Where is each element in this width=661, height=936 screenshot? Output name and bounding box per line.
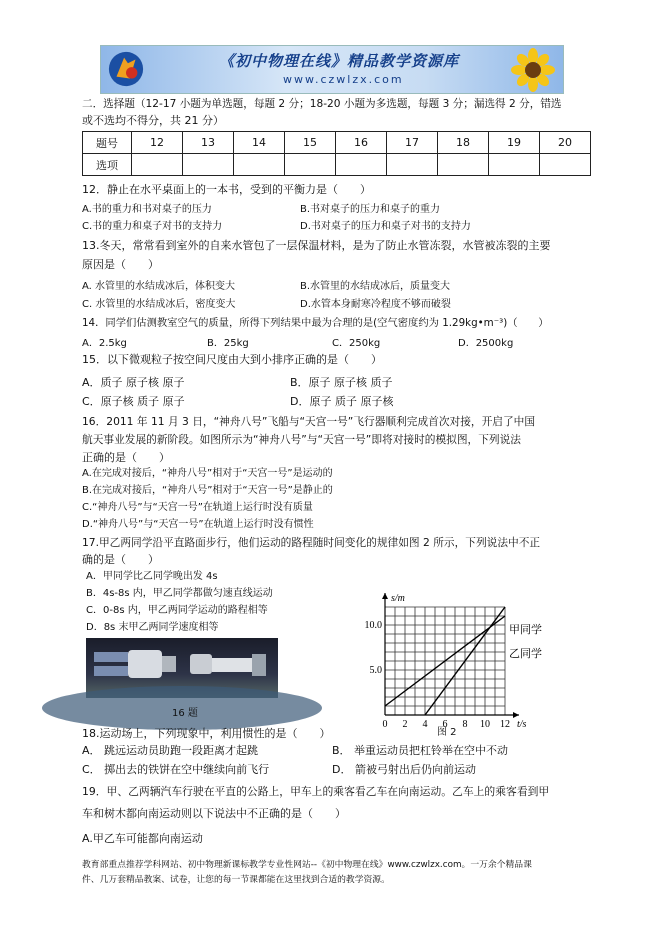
q13-option-a: A. 水管里的水结成冰后，体积变大 — [82, 281, 236, 292]
table-cell-number: 19 — [489, 132, 540, 154]
answer-table-number-row — [83, 132, 591, 154]
table-cell-number: 14 — [234, 132, 285, 154]
q17-stem-line1: 17.甲乙两同学沿平直路面步行，他们运动的路程随时间变化的规律如图 2 所示，下列说法中不正 — [82, 536, 541, 549]
distance-time-chart — [355, 590, 575, 730]
q13-stem-line1: 13.冬天，常常看到室外的自来水管包了一层保温材料，是为了防止水管冻裂，水管被冻裂的主要 — [82, 239, 551, 252]
site-banner — [100, 45, 564, 94]
q17-option-a: A．甲同学比乙同学晚出发 4s — [86, 571, 218, 582]
q12-option-c: C.书的重力和桌子对书的支持力 — [82, 221, 223, 232]
q16-stem-line2: 航天事业发展的新阶段。如图所示为“神舟八号”与“天宫一号”即将对接时的模拟图，下列说法 — [82, 433, 521, 446]
q15-option-b: B．原子 原子核 质子 — [290, 376, 393, 389]
q17-stem-line2: 确的是（ ） — [82, 553, 159, 566]
q15-option-d: D．原子 质子 原子核 — [290, 395, 394, 408]
table-cell-number: 17 — [387, 132, 438, 154]
x-tick-label: 8 — [462, 719, 468, 730]
q18-option-c: C． 掷出去的铁饼在空中继续向前飞行 — [82, 763, 270, 776]
answer-cell[interactable] — [285, 154, 336, 176]
answer-table — [82, 131, 591, 176]
q19-stem-line1: 19．甲、乙两辆汽车行驶在平直的公路上，甲车上的乘客看乙车在向南运动。乙车上的乘客看到甲 — [82, 785, 550, 798]
q12-option-b: B.书对桌子的压力和桌子的重力 — [300, 204, 441, 215]
q19-stem-line2: 车和树木都向南运动则以下说法中不正确的是（ ） — [82, 807, 346, 820]
footer-line1: 教育部重点推荐学科网站、初中物理新课标教学专业性网站--《初中物理在线》www.czwlzx.com。一万余个精品课 — [82, 860, 532, 870]
y-axis-arrow-icon — [382, 593, 388, 599]
q13-option-b: B.水管里的水结成冰后，质量变大 — [300, 281, 451, 292]
answer-cell[interactable] — [183, 154, 234, 176]
q15-option-a: A．质子 原子核 原子 — [82, 376, 185, 389]
site-logo-icon — [107, 50, 145, 88]
y-axis-label: s/m — [391, 593, 405, 604]
spacecraft-icon — [86, 638, 278, 698]
series-label-jia: 甲同学 — [509, 623, 542, 636]
q16-option-b: B.在完成对接后，“神舟八号”相对于“天宫一号”是静止的 — [82, 485, 333, 496]
q16-stem-line3: 正确的是（ ） — [82, 451, 170, 464]
x-tick-label: 6 — [442, 719, 448, 730]
q17-figure-caption: 图 2 — [437, 727, 457, 738]
q16-option-a: A.在完成对接后，“神舟八号”相对于“天宫一号”是运动的 — [82, 468, 333, 479]
table-row-label: 选项 — [83, 154, 132, 176]
x-tick-label: 4 — [422, 719, 428, 730]
answer-cell[interactable] — [336, 154, 387, 176]
answer-cell[interactable] — [489, 154, 540, 176]
x-tick-label: 10 — [480, 719, 490, 730]
q14-option-d: D．2500kg — [458, 338, 514, 349]
footer-line2: 件、几万套精品教案、试卷，让您的每一节课都能在这里找到合适的教学资源。 — [82, 875, 390, 885]
q18-option-b: B． 举重运动员把杠铃举在空中不动 — [332, 744, 509, 757]
docking-photo — [86, 638, 278, 698]
q14-option-b: B．25kg — [207, 338, 249, 349]
q16-figure-caption: 16 题 — [172, 708, 198, 719]
x-axis-arrow-icon — [513, 712, 519, 718]
q13-stem-line2: 原因是（ ） — [82, 258, 159, 271]
q14-stem: 14．同学们估测教室空气的质量，所得下列结果中最为合理的是(空气密度约为 1.29kg•m⁻³)（ ） — [82, 317, 549, 329]
q16-option-c: C.“神舟八号”与“天宫一号”在轨道上运行时没有质量 — [82, 502, 313, 513]
x-axis-label: t/s — [517, 719, 527, 730]
q17-option-b: B．4s-8s 内，甲乙同学都做匀速直线运动 — [86, 588, 273, 599]
table-cell-number: 18 — [438, 132, 489, 154]
q16-stem-line1: 16．2011 年 11 月 3 日，“神舟八号”飞船与“天宫一号”飞行器顺利完成首次对接，开启了中国 — [82, 415, 536, 428]
answer-cell[interactable] — [132, 154, 183, 176]
q17-option-d: D．8s 末甲乙两同学速度相等 — [86, 622, 219, 633]
q15-stem: 15．以下微观粒子按空间尺度由大到小排序正确的是（ ） — [82, 353, 382, 366]
q18-stem: 18.运动场上，下列现象中，利用惯性的是（ ） — [82, 727, 331, 740]
table-cell-number: 13 — [183, 132, 234, 154]
q16-option-d: D.“神舟八号”与“天宫一号”在轨道上运行时没有惯性 — [82, 519, 314, 530]
banner-url[interactable]: www.czwlzx.com — [283, 73, 404, 86]
section-header-line1: 二．选择题（12-17 小题为单选题，每题 2 分；18-20 小题为多选题，每题 3 分；漏选得 2 分，错选 — [82, 98, 562, 110]
q15-option-c: C．原子核 质子 原子 — [82, 395, 185, 408]
table-header-label: 题号 — [83, 132, 132, 154]
q18-option-d: D． 箭被弓射出后仍向前运动 — [332, 763, 476, 776]
y-tick-label: 5.0 — [369, 665, 382, 676]
answer-cell[interactable] — [234, 154, 285, 176]
q13-option-d: D.水管本身耐寒冷程度不够而破裂 — [300, 299, 451, 310]
q12-option-a: A.书的重力和书对桌子的压力 — [82, 204, 212, 215]
q14-option-c: C．250kg — [332, 338, 381, 349]
answer-cell[interactable] — [438, 154, 489, 176]
y-tick-label: 10.0 — [364, 620, 382, 631]
x-tick-label: 0 — [382, 719, 388, 730]
table-cell-number: 16 — [336, 132, 387, 154]
q14-option-a: A．2.5kg — [82, 338, 127, 349]
answer-cell[interactable] — [387, 154, 438, 176]
answer-table-option-row — [83, 154, 591, 176]
x-tick-label: 12 — [500, 719, 510, 730]
q12-option-d: D.书对桌子的压力和桌子对书的支持力 — [300, 221, 471, 232]
q19-option-a: A.甲乙车可能都向南运动 — [82, 832, 203, 845]
section-header-line2: 或不选均不得分，共 21 分） — [82, 114, 224, 127]
q17-option-c: C．0-8s 内，甲乙两同学运动的路程相等 — [86, 605, 268, 616]
answer-cell[interactable] — [540, 154, 591, 176]
series-label-yi: 乙同学 — [509, 647, 542, 660]
table-cell-number: 20 — [540, 132, 591, 154]
table-cell-number: 15 — [285, 132, 336, 154]
sunflower-icon — [511, 48, 555, 92]
q12-stem: 12．静止在水平桌面上的一本书，受到的平衡力是（ ） — [82, 183, 371, 196]
banner-title: 《初中物理在线》精品教学资源库 — [219, 52, 460, 70]
q18-option-a: A． 跳远运动员助跑一段距离才起跳 — [82, 744, 259, 757]
q13-option-c: C. 水管里的水结成冰后，密度变大 — [82, 299, 236, 310]
table-cell-number: 12 — [132, 132, 183, 154]
x-tick-label: 2 — [402, 719, 408, 730]
